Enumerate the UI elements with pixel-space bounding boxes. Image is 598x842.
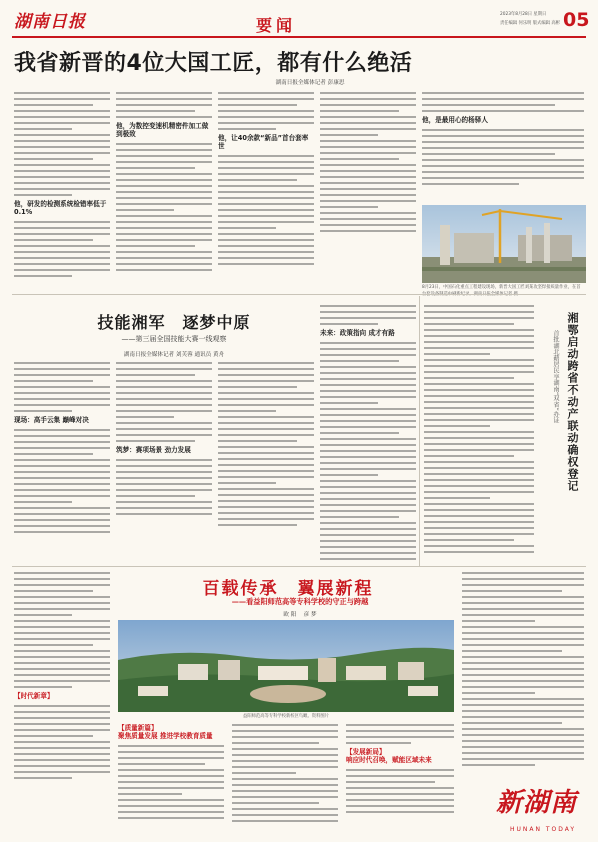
lead-byline: 湖南日报全媒体记者 彭康思 [275, 80, 345, 86]
newspaper-logo: 湖南日报 [14, 12, 86, 32]
masthead [0, 0, 598, 40]
industrial-photo [422, 205, 586, 283]
lead-subhead-1: 他，研发的检测系统检错率低于0.1% [14, 200, 107, 216]
feature-byline: 湖南日报全媒体记者 刘芙蓉 通讯员 黄舟 [123, 352, 225, 358]
bottom-column-2 [118, 724, 224, 834]
column-divider [419, 296, 420, 566]
bottom-subhead-1: 【时代新章】 [14, 692, 54, 700]
side-subhead: 未来：政策指向 成才有路 [320, 329, 395, 337]
feature-headline: 技能湘军 逐梦中原 [97, 313, 251, 332]
vertical-article-subtitle: 首批湖北藉居民享湖南“双省”办证 [552, 330, 559, 424]
page-editors: 责任编辑 何乐明 版式编辑 高彬 [500, 21, 560, 26]
watermark-logo: 新湖南 [496, 788, 578, 818]
lead-column-2 [116, 92, 212, 287]
photo-caption: 8月23日，中国石化重点工程建设现场，新晋大国工匠刘某攻坚焊接质量作业，在首 [422, 285, 581, 290]
section-rule-2 [12, 566, 586, 567]
section-rule-1 [12, 294, 586, 295]
bottom-subhead-2: 【质量新篇】 聚焦质量发展 推进学校教育质量 [118, 724, 213, 740]
lead-column-1 [14, 92, 110, 287]
lead-headline: 我省新晋的4位大国工匠，都有什么绝活 [14, 51, 413, 76]
lead-subhead-3: 他，让40余款“新品”首台套率世 [218, 134, 309, 150]
lead-subhead-4: 他，是最用心的杨驿人 [422, 116, 488, 124]
feature-subtitle: ——第三届全国技能大赛一线观察 [121, 335, 227, 343]
lead-column-4 [320, 92, 416, 287]
feature-column-1 [14, 362, 110, 562]
bottom-intro-column [14, 572, 110, 834]
side-article-column [320, 305, 416, 562]
lead-column-5 [422, 92, 584, 202]
bottom-headline: 百载传承 翼展新程 [202, 579, 374, 599]
issue-date: 2023年8月28日 星期日 [500, 12, 547, 17]
campus-photo [118, 620, 454, 712]
lead-column-3 [218, 92, 314, 287]
bottom-subhead-3: 【发展新局】 响应时代召唤，赋能区域未来 [346, 748, 432, 764]
vertical-article-body [424, 305, 534, 562]
feature-subhead-2: 筑梦：赛项场景 劲力发展 [116, 446, 191, 454]
watermark-sub: HUNAN TODAY [510, 826, 577, 833]
bottom-byline: 欧 阳 彦 梦 [283, 612, 317, 618]
masthead-rule [12, 36, 586, 38]
section-label: 要闻 [256, 16, 297, 35]
lead-subhead-2: 他，为数控变速机精密件加工做到极致 [116, 122, 209, 138]
feature-column-2 [116, 362, 212, 562]
feature-subhead-1: 现场：高手云集 巅峰对决 [14, 416, 89, 424]
page-number: 05 [563, 9, 590, 31]
bottom-column-4 [346, 724, 454, 834]
feature-column-3 [218, 362, 314, 562]
vertical-article-title: 湘鄂启动跨省不动产联动确权登记 [566, 312, 579, 492]
bottom-column-5 [462, 572, 584, 777]
bottom-column-3 [232, 724, 338, 834]
campus-photo-caption: 益阳师范高等专科学校新校区鸟瞰。资料图片 [243, 714, 329, 719]
bottom-subtitle: ——看益阳师范高等专科学校的守正与跨越 [231, 597, 369, 606]
